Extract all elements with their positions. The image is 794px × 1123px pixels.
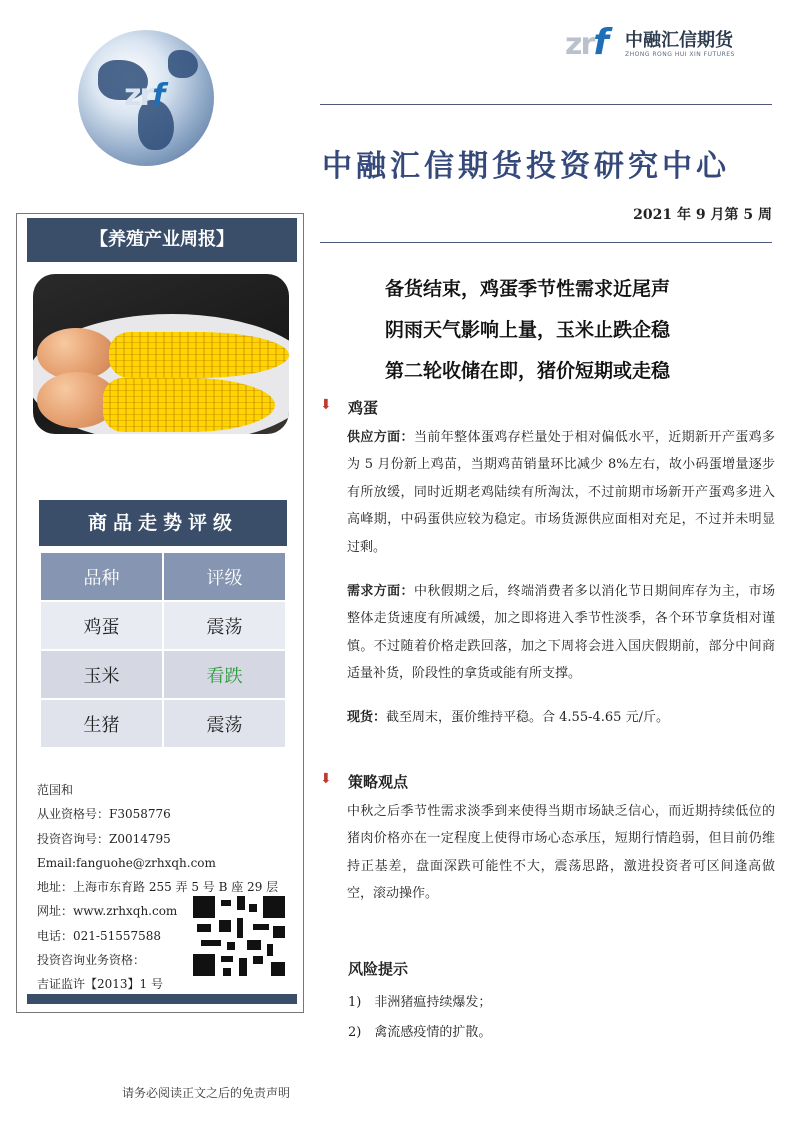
headline-1: 备货结束，鸡蛋季节性需求近尾声 [385, 278, 671, 300]
panel-footer-bar [27, 994, 297, 1004]
qualification-label: 投资咨询业务资格： [37, 953, 146, 968]
strategy-heading: 策略观点 [348, 773, 409, 791]
brand-mark: zrf [565, 22, 607, 63]
rating-title: 商品走势评级 [39, 500, 287, 546]
phone: 电话：021-51557588 [37, 928, 162, 943]
variety-cell: 玉米 [41, 651, 162, 698]
risk-item-2: 2) 禽流感疫情的扩散。 [348, 1025, 492, 1040]
supply-label: 供应方面： [347, 430, 414, 445]
brand-name-en: ZHONG RONG HUI XIN FUTURES [625, 51, 735, 58]
report-title: 【养殖产业周报】 [27, 218, 297, 262]
spot-label: 现货： [347, 710, 387, 725]
headline-3: 第二轮收储在即，猪价短期或走稳 [385, 360, 671, 382]
variety-cell: 生猪 [41, 700, 162, 747]
address: 地址：上海市东育路 255 弄 5 号 B 座 29 层 [37, 880, 279, 895]
website-link[interactable]: 网址：www.zrhxqh.com [37, 904, 178, 919]
rating-cell: 震荡 [164, 602, 285, 649]
email: Email:fanguohe@zrhxqh.com [37, 855, 216, 870]
sidebar-panel [16, 213, 304, 1013]
risk-item-1: 1) 非洲猪瘟持续爆发； [348, 995, 492, 1010]
egg-supply-paragraph [347, 424, 775, 561]
table-row [41, 700, 285, 747]
page-title: 中融汇信期货投资研究中心 [322, 149, 730, 184]
demand-label: 需求方面： [347, 584, 414, 599]
variety-cell: 鸡蛋 [41, 602, 162, 649]
bullet-icon: ⬇ [320, 397, 332, 413]
report-date: 2021 年 9 月第 5 周 [633, 207, 772, 223]
disclaimer-note: 请务必阅读正文之后的免责声明 [122, 1086, 291, 1100]
header-divider [320, 104, 772, 105]
egg-heading: 鸡蛋 [348, 399, 379, 417]
advisory-number: 投资咨询号：Z0014795 [37, 831, 171, 846]
rating-table [39, 551, 287, 749]
strategy-paragraph: 中秋之后季节性需求淡季到来使得当期市场缺乏信心，而近期持续低位的猪肉价格亦在一定程度上使得市场心态承压，短期行情趋弱，但目前仍维持正基差，盘面深跌可能性不大，震荡思路，激进投资者可区间逢高做空，滚动操作。 [347, 804, 775, 902]
bullet-icon: ⬇ [320, 771, 332, 787]
egg-spot-paragraph [347, 704, 775, 731]
col-rating-header: 评级 [164, 553, 285, 600]
company-logo [565, 18, 765, 64]
table-row [41, 651, 285, 698]
supply-text: 当前年整体蛋鸡存栏量处于相对偏低水平，近期新开产蛋鸡多为 5 月份新上鸡苗，当期鸡苗销量环比减少 8%左右，故小码蛋增量逐步有所放缓，同时近期老鸡陆续有所淘汰，不过前期市场新开产蛋鸡多进入高峰期，中码蛋供应较为稳定。市场货源供应面相对充足，不过并未明显过剩。 [347, 430, 775, 555]
demand-text: 中秋假期之后，终端消费者多以消化节日期间库存为主，市场整体走货速度有所减缓，加之即将进入季节性淡季，各个环节拿货相对谨慎。不过随着价格走跌回落，加之下周将会进入国庆假期前，部分中间商适量补货，阶段性的拿货或能有所支撑。 [347, 584, 775, 682]
analyst-name: 范国和 [37, 783, 74, 797]
qualification-value: 吉证监许【2013】1 号 [37, 977, 163, 992]
rating-cell: 看跌 [164, 651, 285, 698]
risk-heading: 风险提示 [348, 960, 409, 978]
globe-logo-mark: zrf [124, 78, 164, 113]
egg-demand-paragraph [347, 578, 775, 688]
headline-2: 阴雨天气影响上量，玉米止跌企稳 [385, 319, 671, 341]
col-variety-header: 品种 [41, 553, 162, 600]
brand-name-cn: 中融汇信期货 [625, 30, 733, 51]
cover-photo [33, 274, 289, 434]
date-divider [320, 242, 772, 243]
rating-cell: 震荡 [164, 700, 285, 747]
license-number: 从业资格号：F3058776 [37, 807, 171, 822]
qr-code [193, 896, 285, 976]
table-row [41, 602, 285, 649]
spot-text: 截至周末，蛋价维持平稳。合 4.55-4.65 元/斤。 [386, 710, 669, 725]
